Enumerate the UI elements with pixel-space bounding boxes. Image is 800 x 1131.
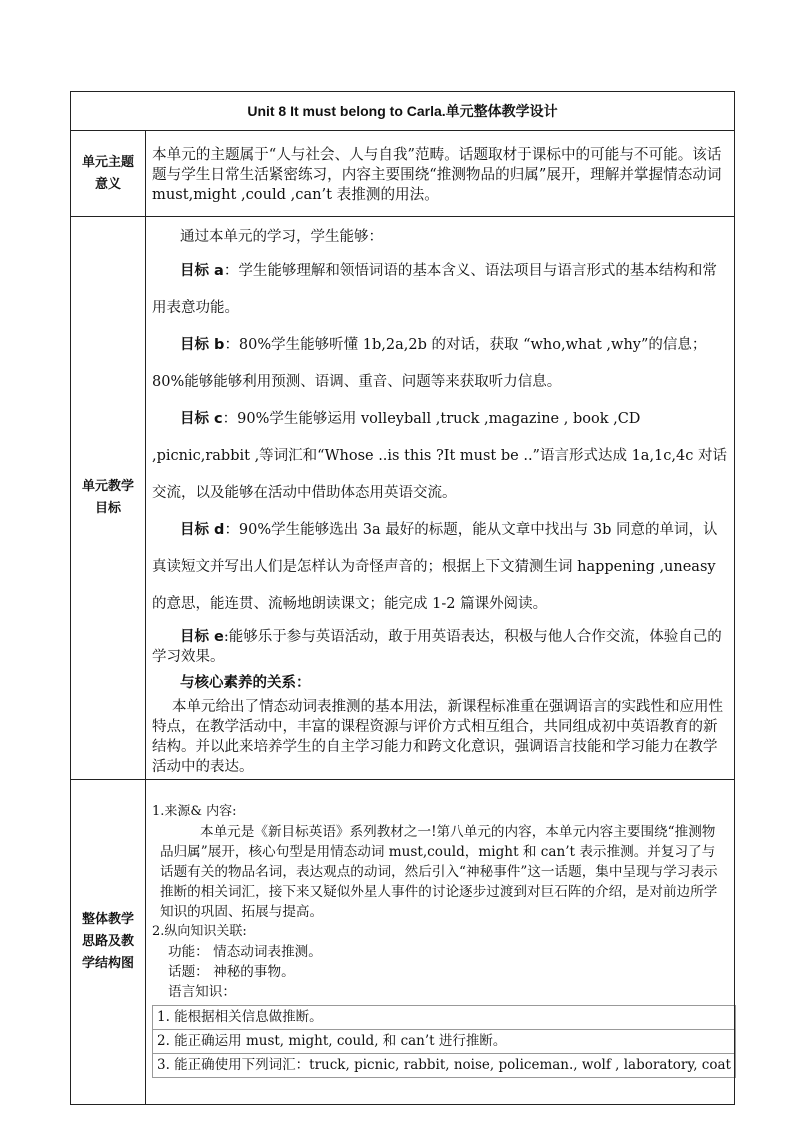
goal-c [152, 401, 728, 512]
theme-label-line1: 单元主题 [81, 154, 134, 170]
theme-content [146, 131, 735, 217]
structure-label [71, 780, 146, 1105]
goal-c-label: 目标 c [180, 411, 223, 427]
structure-content [146, 780, 735, 1105]
goals-label-line2: 目标 [94, 501, 121, 516]
list-item: 3. 能正确使用下列词汇：truck, picnic, rabbit, noise, policeman., wolf , laboratory, coat [153, 1054, 736, 1078]
source-text: 本单元是《新目标英语》系列教材之一!第八单元的内容，本单元内容主要围绕“推测物品归属”展开，核心句型是用情态动词 must,could，might 和 can’t 表示推测。并复习了与话题有关的物品名词，表达观点的动词，然后引入“神秘事件”这一话题，集中呈现与学习表示推断的相关词汇，接下来又疑似外星人事件的讨论逐步过渡到对巨石阵的介绍，是对前边所学知识的巩固、拓展与提高。 [160, 824, 718, 920]
goals-label [71, 217, 146, 780]
function-line: 功能： 情态动词表推测。 [168, 944, 322, 960]
goal-d [152, 512, 728, 623]
list-item: 2. 能正确运用 must, might, could, 和 can’t 进行推断。 [153, 1030, 736, 1054]
lesson-design-table [70, 91, 735, 1105]
goal-e-label: 目标 e [180, 629, 224, 645]
source-heading: 1.来源& 内容: [152, 804, 237, 819]
table-title: Unit 8 It must belong to Carla.单元整体教学设计 [71, 92, 735, 131]
goal-e [152, 627, 728, 667]
goals-intro: 通过本单元的学习，学生能够： [180, 229, 383, 245]
structure-label-line3: 学结构图 [81, 956, 134, 971]
goal-a-text: ：学生能够理解和领悟词语的基本含义、语法项目与语言形式的基本结构和常用表意功能。 [152, 263, 717, 316]
goal-b-label: 目标 b [180, 337, 225, 353]
goal-c-text: ：90%学生能够运用 volleyball ,truck ,magazine , book ,CD ,picnic,rabbit ,等词汇和“Whose ..is this ?It must be ..”语言形式达成 1a,1c,4c 对话交流，以及能够在活动中借助体态用英语交流。 [152, 411, 727, 501]
goal-e-text: :能够乐于参与英语活动，敢于用英语表达，积极与他人合作交流，体验自己的学习效果。 [152, 629, 722, 665]
list-item: 1. 能根据相关信息做推断。 [153, 1006, 736, 1030]
theme-label [71, 131, 146, 217]
goal-a [152, 253, 728, 327]
structure-label-line1: 整体教学 [81, 912, 134, 927]
core-text: 本单元给出了情态动词表推测的基本用法，新课程标准重在强调语言的实践性和应用性特点，在教学活动中，丰富的课程资源与评价方式相互组合，共同组成初中英语教育的新结构。并以此来培养学生的自主学习能力和跨文化意识，强调语言技能和学习能力在教学活动中的表达。 [152, 699, 723, 775]
structure-label-line2: 思路及教 [81, 934, 134, 949]
goal-a-label: 目标 a [180, 263, 224, 279]
core-heading: 与核心素养的关系： [180, 675, 311, 691]
goal-d-label: 目标 d [180, 522, 225, 538]
language-line: 语言知识： [168, 984, 236, 1000]
language-knowledge-list [152, 1005, 736, 1078]
goals-label-line1: 单元教学 [81, 479, 134, 494]
goal-b [152, 327, 728, 401]
goals-content [146, 217, 735, 780]
goal-b-text: ：80%学生能够听懂 1b,2a,2b 的对话，获取 “who,what ,why”的信息；80%能够能够利用预测、语调、重音、问题等来获取听力信息。 [152, 337, 707, 390]
link-heading: 2.纵向知识关联: [152, 924, 247, 939]
theme-label-line2: 意义 [94, 176, 121, 192]
theme-text: 本单元的主题属于“人与社会、人与自我”范畴。话题取材于课标中的可能与不可能。该话题与学生日常生活紧密练习，内容主要围绕“推测物品的归属”展开，理解并掌握情态动词 must,might ,could ,can’t 表推测的用法。 [152, 145, 722, 203]
goal-d-text: ：90%学生能够选出 3a 最好的标题，能从文章中找出与 3b 同意的单词，认真读短文并写出人们是怎样认为奇怪声音的；根据上下文猜测生词 happening ,uneasy 的意思，能连贯、流畅地朗读课文；能完成 1-2 篇课外阅读。 [152, 522, 718, 612]
topic-line: 话题： 神秘的事物。 [168, 964, 295, 980]
